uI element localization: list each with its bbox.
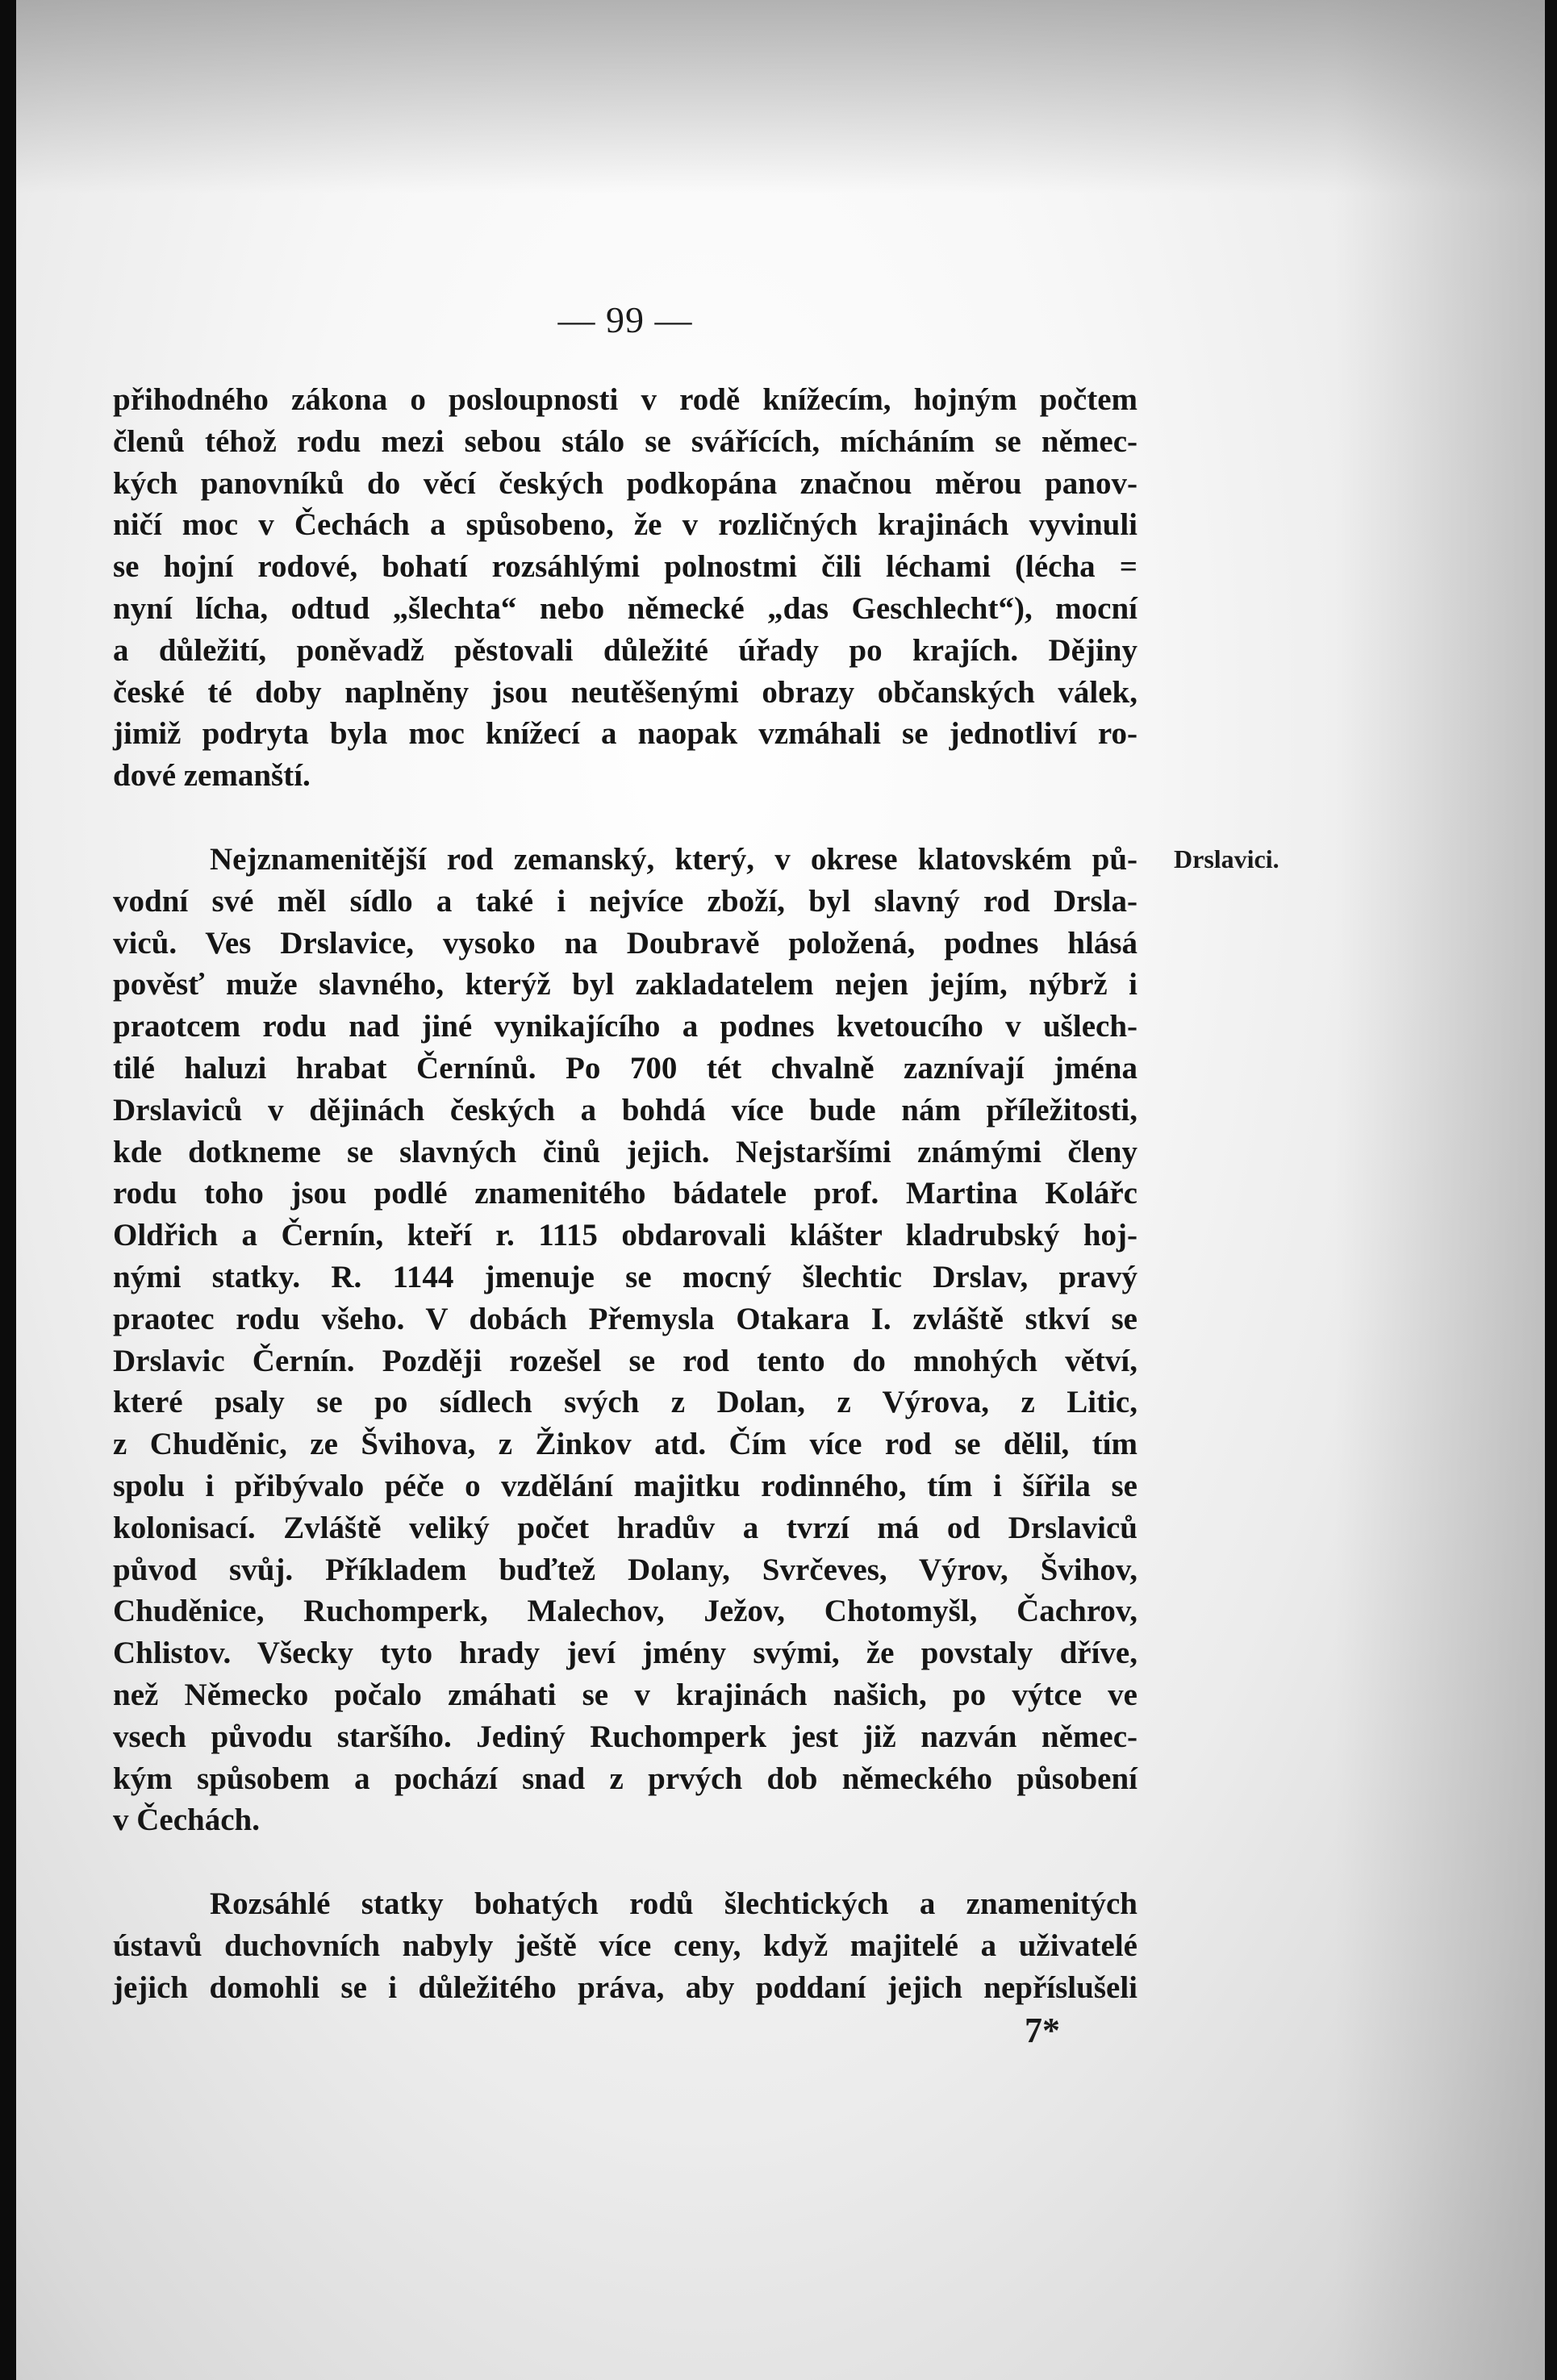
page-number: — 99 — bbox=[557, 299, 693, 340]
text-line: ničí moc v Čechách a spůsobeno, že v rozličných krajinách vyvinuli bbox=[113, 507, 1137, 543]
text-line: české té doby naplněny jsou neutěšenými obrazy občanských válek, bbox=[113, 674, 1137, 710]
scan-shadow-top bbox=[16, 0, 1545, 194]
text-line: pověsť muže slavného, kterýž byl zakladatelem nejen jejím, nýbrž i bbox=[113, 967, 1137, 1002]
paragraph-3 bbox=[113, 1883, 1137, 2008]
text-line: kých panovníků do věcí českých podkopána značnou měrou panov- bbox=[113, 465, 1137, 501]
paragraph-gap bbox=[113, 797, 1137, 839]
text-line: jimiž podryta byla moc knížecí a naopak vzmáhali se jednotliví ro- bbox=[113, 716, 1137, 752]
text-line: v Čechách. bbox=[113, 1803, 260, 1838]
text-line: Chuděnice, Ruchomperk, Malechov, Ježov, Chotomyšl, Čachrov, bbox=[113, 1594, 1137, 1629]
text-line: tilé haluzi hrabat Černínů. Po 700 tét chvalně zaznívají jména bbox=[113, 1050, 1137, 1086]
text-line: z Chuděnic, ze Švihova, z Žinkov atd. Čím více rod se dělil, tím bbox=[113, 1427, 1137, 1462]
paragraph-1 bbox=[113, 379, 1137, 797]
text-line: kde dotkneme se slavných činů jejich. Nejstaršími známými členy bbox=[113, 1134, 1137, 1169]
text-line: rodu toho jsou podlé znamenitého bádatele prof. Martina Kolářc bbox=[113, 1176, 1137, 1211]
paragraph-2 bbox=[113, 839, 1137, 1841]
text-line: Oldřich a Černín, kteří r. 1115 obdarovali klášter kladrubský hoj- bbox=[113, 1218, 1137, 1253]
scan-shadow-right bbox=[1335, 0, 1545, 2380]
text-line: nými statky. R. 1144 jmenuje se mocný šlechtic Drslav, pravý bbox=[113, 1259, 1137, 1294]
text-line: nyní lícha, odtud „šlechta“ nebo německé „das Geschlecht“), mocní bbox=[113, 590, 1137, 626]
text-line: ústavů duchovních nabyly ještě více ceny, když majitelé a uživatelé bbox=[113, 1928, 1137, 1963]
text-line: praotec rodu všeho. V dobách Přemysla Otakara I. zvláště stkví se bbox=[113, 1301, 1137, 1336]
text-line: praotcem rodu nad jiné vynikajícího a podnes kvetoucího v ušlech- bbox=[113, 1009, 1137, 1044]
paragraph-gap bbox=[113, 1841, 1137, 1883]
margin-note-drslavici: Drslavici. bbox=[1174, 844, 1279, 873]
text-line: viců. Ves Drslavice, vysoko na Doubravě položená, podnes hlásá bbox=[113, 925, 1137, 961]
text-line: dové zemanští. bbox=[113, 758, 311, 794]
body-text bbox=[113, 379, 1137, 2008]
text-line: přihodného zákona o posloupnosti v rodě knížecím, hojným počtem bbox=[113, 382, 1137, 417]
text-line: kým spůsobem a pochází snad z prvých dob německého působení bbox=[113, 1761, 1137, 1796]
text-line: Drslaviců v dějinách českých a bohdá více bude nám příležitosti, bbox=[113, 1092, 1137, 1127]
text-line: Nejznamenitější rod zemanský, který, v okrese klatovském pů- bbox=[210, 841, 1137, 877]
text-line: původ svůj. Příkladem buďtež Dolany, Svrčeves, Výrov, Švihov, bbox=[113, 1552, 1137, 1587]
text-line: členů téhož rodu mezi sebou stálo se svářících, mícháním se němec- bbox=[113, 423, 1137, 459]
text-line: Drslavic Černín. Později rozešel se rod tento do mnohých větví, bbox=[113, 1343, 1137, 1378]
text-line: Rozsáhlé statky bohatých rodů šlechtických a znamenitých bbox=[210, 1886, 1137, 1922]
text-line: než Německo počalo zmáhati se v krajinách našich, po výtce ve bbox=[113, 1677, 1137, 1712]
text-line: Chlistov. Všecky tyto hrady jeví jmény svými, že povstaly dříve, bbox=[113, 1636, 1137, 1671]
text-line: které psaly se po sídlech svých z Dolan, z Výrova, z Litic, bbox=[113, 1385, 1137, 1420]
text-line: vsech původu staršího. Jediný Ruchomperk jest již nazván němec- bbox=[113, 1719, 1137, 1754]
text-line: spolu i přibývalo péče o vzdělání majitku rodinného, tím i šířila se bbox=[113, 1468, 1137, 1503]
text-line: kolonisací. Zvláště veliký počet hradův a tvrzí má od Drslaviců bbox=[113, 1510, 1137, 1545]
text-line: jejich domohli se i důležitého práva, aby poddaní jejich nepříslušeli bbox=[113, 1969, 1137, 2005]
text-line: vodní své měl sídlo a také i nejvíce zboží, byl slavný rod Drsla- bbox=[113, 883, 1137, 919]
text-line: se hojní rodové, bohatí rozsáhlými polnostmi čili léchami (lécha = bbox=[113, 549, 1137, 585]
text-line: a důležití, poněvadž pěstovali důležité úřady po krajích. Dějiny bbox=[113, 632, 1137, 668]
signature-mark: 7* bbox=[1025, 2011, 1060, 2050]
